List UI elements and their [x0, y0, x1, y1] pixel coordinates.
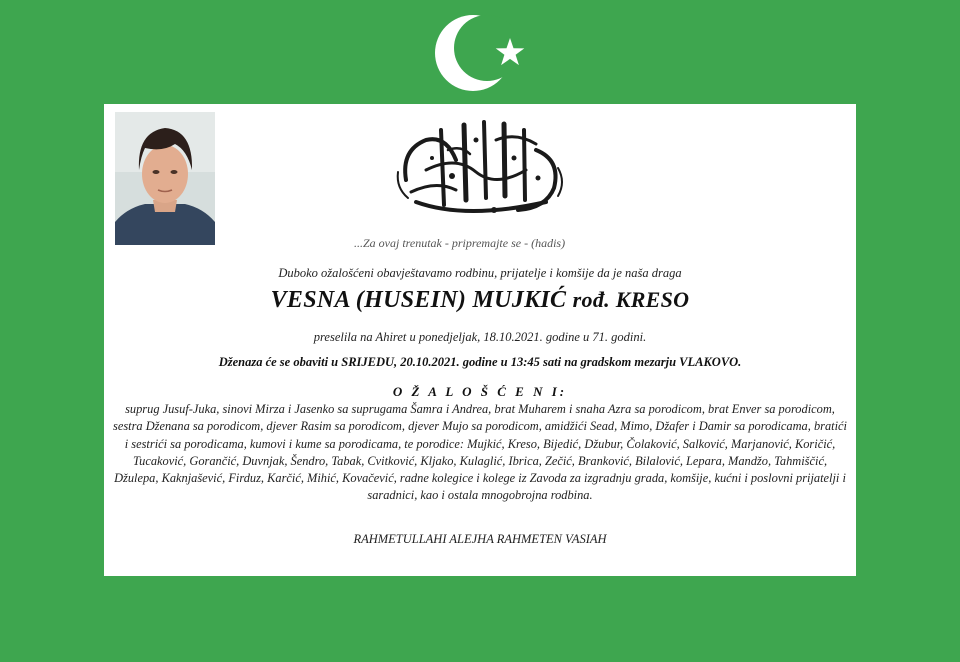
mourners-heading: O Ž A L O Š Ć E N I: — [392, 384, 568, 399]
portrait-photo — [115, 112, 215, 245]
deceased-full-name: VESNA (HUSEIN) MUJKIĆ — [270, 287, 567, 313]
deceased-name — [104, 287, 856, 314]
crescent-and-star-icon — [430, 8, 530, 98]
date-of-death-text: preselila na Ahiret u ponedjeljak, 18.10.2021. godine u 71. godini. — [313, 330, 647, 344]
intro-text: Duboko ožalošćeni obavještavamo rodbinu, prijatelje i komšije da je naša draga — [278, 266, 682, 280]
mourners-list: suprug Jusuf-Juka, sinovi Mirza i Jasenko sa suprugama Šamra i Andrea, brat Muharem i snaha Azra sa porodicom, brat Enver sa porodicom, sestra Dženana sa porodicom, djever Rasim sa porodicom, djever Mujo sa porodicom, amidžići Sead, Mimo, Džafer i Damir sa porodicama, bratići i sestrići sa porodicama, kumovi i kume sa porodicama, te porodice: Mujkić, Kreso, Bijedić, Džubur, Čolaković, Salković, Marjanović, Koričić, Tucaković, Gorančić, Duvnjak, Šendro, Tabak, Cvitković, Kljako, Kulaglić, Ibrica, Zečić, Branković, Bilalović, Lepara, Mandžo, Tahmiščić, Džulepa, Kaknjašević, Firduz, Karčić, Mihić, Kovačević, radne kolegice i kolege iz Zavoda za izgradnju grada, komšije, kućni i poslovni prijatelji i saradnici, kao i ostala mnogobrojna rodbina. — [113, 402, 847, 503]
closing-prayer: RAHMETULLAHI ALEJHA RAHMETEN VASIAH — [353, 532, 607, 546]
hadith-quote: ...Za ovaj trenutak - pripremajte se - (hadis) — [354, 236, 566, 250]
maiden-name: rođ. KRESO — [572, 287, 690, 312]
obituary-card — [104, 104, 856, 576]
funeral-info: Dženaza će se obaviti u SRIJEDU, 20.10.2021. godine u 13:45 sati na gradskom mezarju VLAKOVO. — [218, 355, 742, 369]
arabic-calligraphy-emblem — [386, 110, 576, 228]
